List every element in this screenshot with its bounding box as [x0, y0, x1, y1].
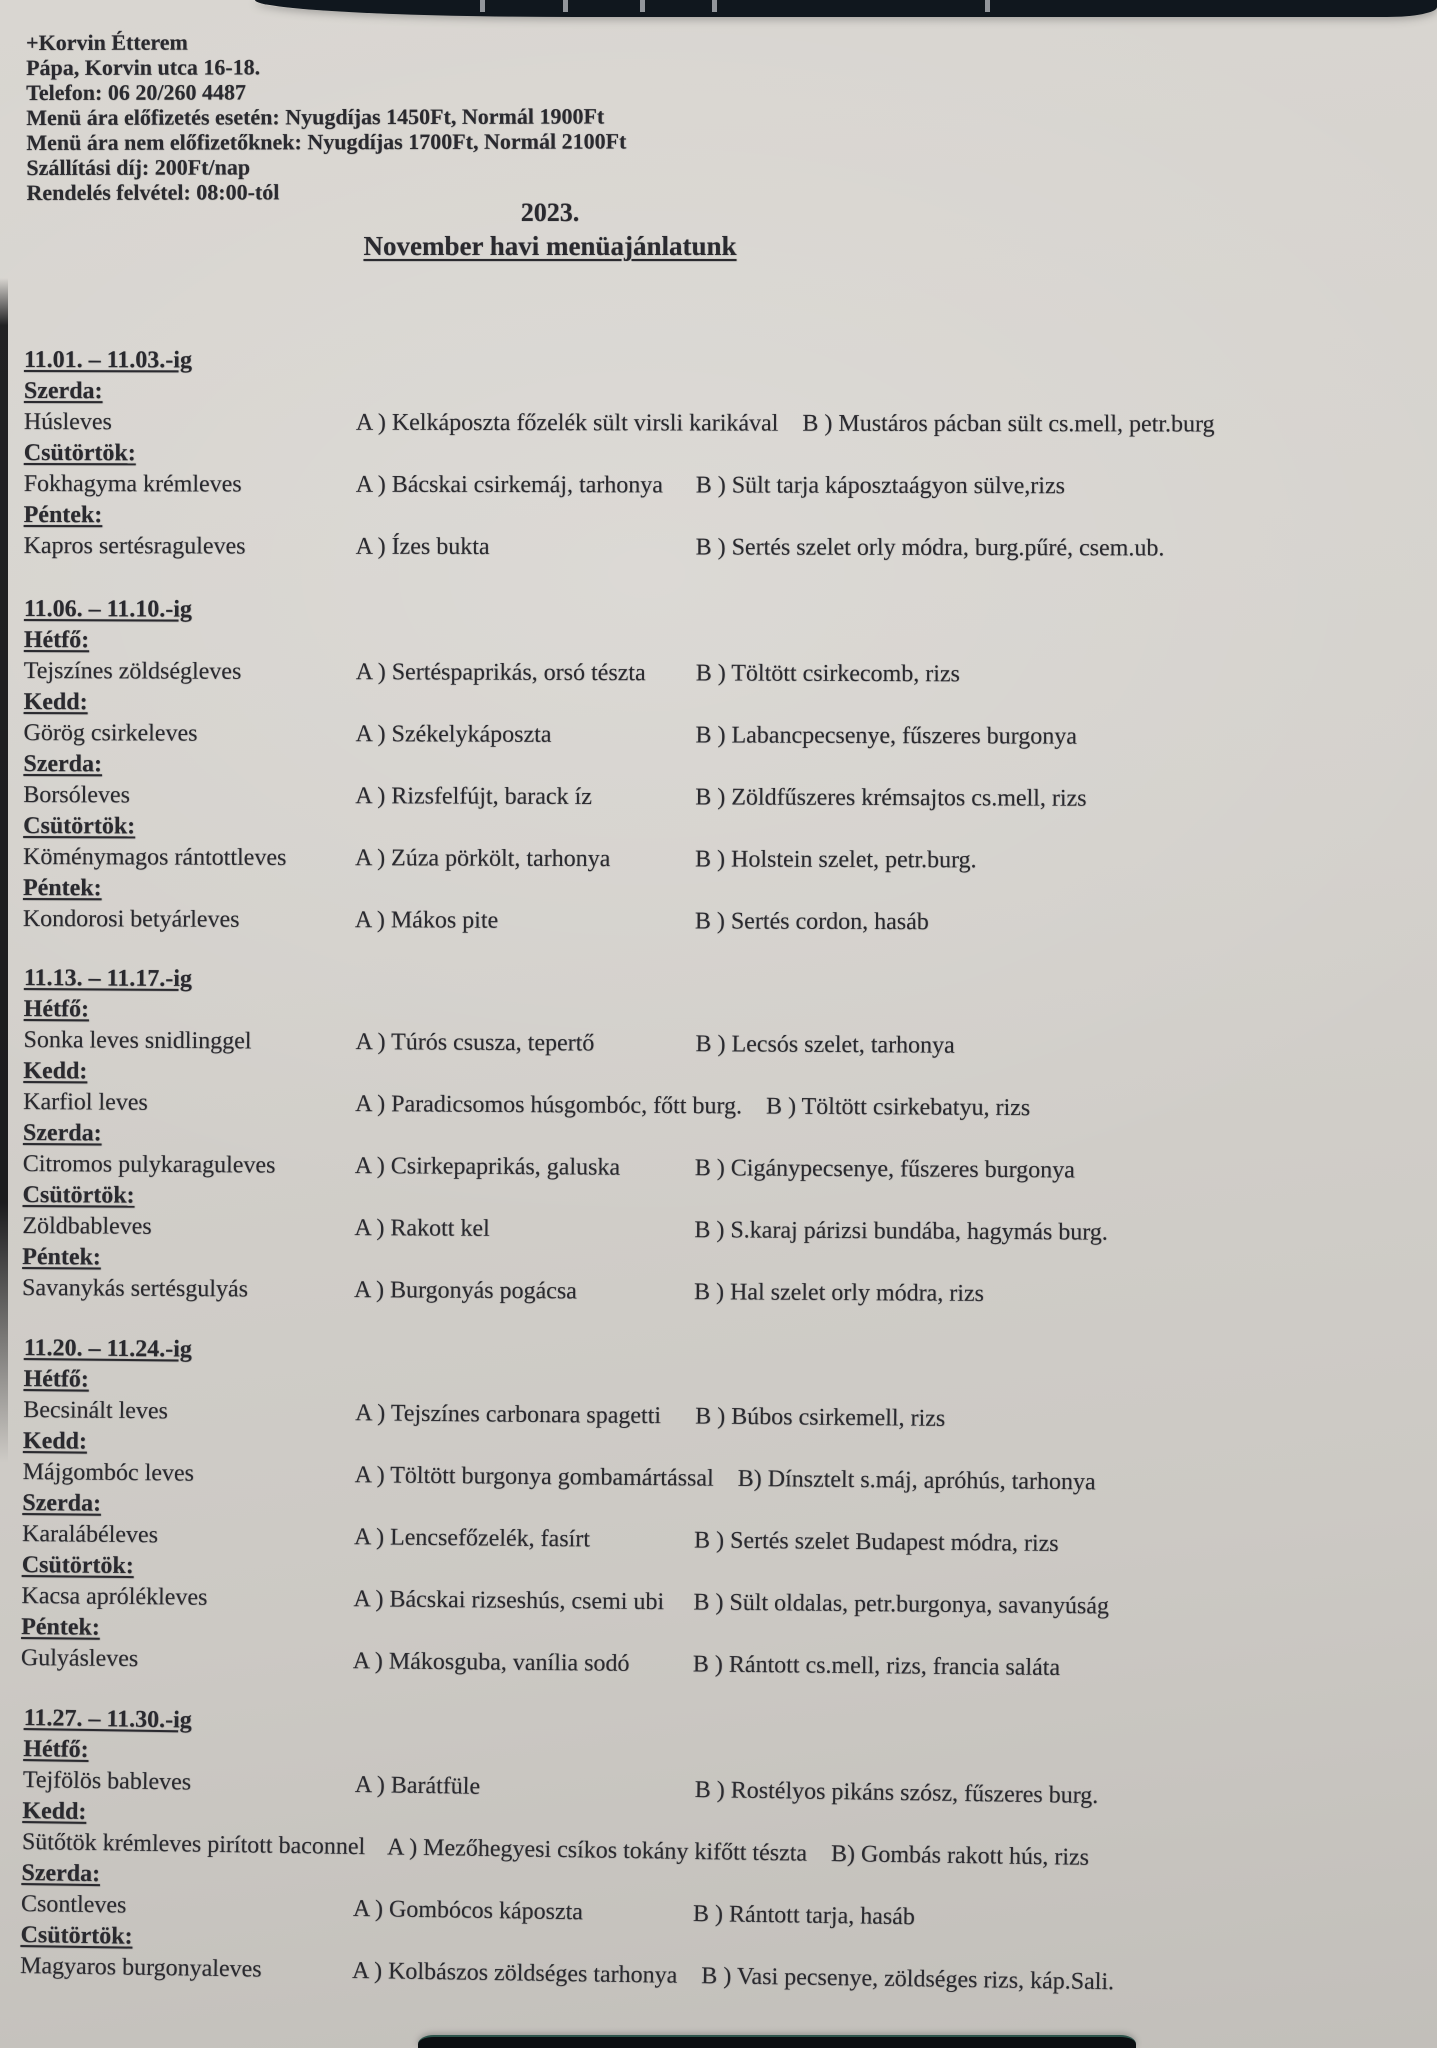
- price-subscriber-line: Menü ára előfizetés esetén: Nyugdíjas 1450Ft, Normál 1900Ft: [26, 103, 605, 130]
- option-a-cell: A ) Mezőhegyesi csíkos tokány kifőtt tészta: [386, 1834, 808, 1867]
- soup-cell: Sonka leves snidlinggel: [23, 1026, 252, 1055]
- option-a-cell: A ) Kolbászos zöldséges tarhonya: [351, 1957, 678, 1989]
- week-block-2: [23, 594, 1431, 940]
- top-edge-highlight: [712, 0, 717, 12]
- option-a-cell: A ) Bácskai rizseshús, csemi ubi: [353, 1586, 665, 1616]
- soup-cell: Magyaros burgonyaleves: [19, 1952, 262, 1983]
- option-b-cell: B ) Töltött csirkebatyu, rizs: [765, 1093, 1031, 1122]
- menu-year: 2023.: [520, 198, 580, 227]
- top-edge-highlight: [563, 0, 568, 12]
- top-edge-highlight: [480, 0, 485, 12]
- day-heading: Kedd:: [22, 1427, 88, 1455]
- soup-cell: Sütőtök krémleves pirított baconnel: [21, 1828, 366, 1861]
- delivery-fee-line: Szállítási díj: 200Ft/nap: [26, 154, 251, 180]
- day-heading: Csütörtök:: [23, 812, 136, 840]
- option-b-cell: B ) Mustáros pácban sült cs.mell, petr.burg: [802, 410, 1215, 438]
- option-b-cell: B ) Rántott cs.mell, rizs, francia saláta: [692, 1651, 1061, 1681]
- day-heading: Péntek:: [22, 1243, 101, 1271]
- photo-bottom-edge: [418, 2035, 1136, 2048]
- restaurant-name: +Korvin Étterem: [26, 29, 188, 55]
- option-b-cell: B ) Búbos csirkemell, rizs: [695, 1403, 946, 1432]
- day-heading: Szerda:: [23, 750, 103, 778]
- photo-left-edge: [0, 278, 8, 1463]
- menu-row: [23, 780, 1430, 816]
- day-heading: Kedd:: [23, 1057, 88, 1085]
- menu-row: [24, 656, 1431, 692]
- phone-line: Telefon: 06 20/260 4487: [26, 79, 246, 105]
- soup-cell: Kapros sertésraguleves: [23, 532, 246, 560]
- option-b-cell: B ) Sült tarja káposztaágyon sülve,rizs: [695, 472, 1065, 500]
- week-range-heading: 11.01. – 11.03.-ig: [23, 347, 193, 374]
- soup-cell: Csontleves: [20, 1890, 127, 1919]
- option-a-cell: A ) Burgonyás pogácsa: [353, 1277, 577, 1305]
- week-range-heading: 11.27. – 11.30.-ig: [23, 1704, 192, 1734]
- top-edge-highlight: [640, 0, 645, 12]
- soup-cell: Kacsa aprólékleves: [21, 1582, 208, 1611]
- day-heading: Péntek:: [21, 1613, 100, 1641]
- price-nonsubscriber-line: Menü ára nem előfizetőknek: Nyugdíjas 1700Ft, Normál 2100Ft: [26, 128, 627, 155]
- option-a-cell: A ) Rakott kel: [354, 1215, 490, 1242]
- soup-cell: Borsóleves: [23, 781, 130, 809]
- menu-row: [23, 718, 1430, 754]
- week-block-4: [21, 1333, 1431, 1687]
- day-heading: Szerda:: [22, 1489, 102, 1517]
- soup-cell: Savanykás sertésgulyás: [21, 1274, 249, 1303]
- option-a-cell: A ) Gombócos káposzta: [352, 1895, 584, 1926]
- option-a-cell: A ) Mákosguba, vanília sodó: [352, 1648, 630, 1677]
- option-a-cell: A ) Székelykáposzta: [355, 721, 552, 748]
- week-block-3: [22, 963, 1431, 1313]
- option-a-cell: A ) Csirkepaprikás, galuska: [354, 1153, 621, 1181]
- option-a-cell: A ) Töltött burgonya gombamártással: [354, 1462, 714, 1492]
- option-b-cell: B ) Sertés szelet Budapest módra, rizs: [693, 1527, 1059, 1557]
- option-a-cell: A ) Paradicsomos húsgombóc, főtt burg.: [355, 1091, 743, 1120]
- menu-row: [24, 407, 1431, 441]
- soup-cell: Gulyásleves: [20, 1644, 139, 1673]
- option-b-cell: B ) Labancpecsenye, fűszeres burgonya: [695, 722, 1077, 750]
- option-b-cell: B ) Cigánypecsenye, fűszeres burgonya: [694, 1155, 1075, 1184]
- option-a-cell: A ) Zúza pörkölt, tarhonya: [355, 845, 611, 873]
- photo-top-edge: [255, 0, 1437, 17]
- soup-cell: Tejszínes zöldségleves: [23, 657, 242, 685]
- option-b-cell: B ) Holstein szelet, petr.burg.: [695, 846, 977, 874]
- soup-cell: Becsinált leves: [23, 1396, 169, 1425]
- day-heading: Szerda:: [22, 1119, 102, 1147]
- option-a-cell: A ) Mákos pite: [354, 907, 499, 934]
- option-a-cell: A ) Sertéspaprikás, orsó tészta: [355, 659, 646, 687]
- soup-cell: Citromos pulykaraguleves: [22, 1150, 276, 1179]
- option-a-cell: A ) Bácskai csirkemáj, tarhonya: [355, 471, 663, 499]
- option-b-cell: B ) Hal szelet orly módra, rizs: [693, 1279, 984, 1307]
- day-heading: Péntek:: [23, 501, 103, 529]
- menu-row: [24, 531, 1431, 565]
- option-b-cell: B ) Lecsós szelet, tarhonya: [695, 1031, 955, 1059]
- order-time-line: Rendelés felvétel: 08:00-tól: [26, 179, 280, 205]
- day-heading: Szerda:: [21, 1859, 101, 1888]
- day-heading: Hétfő:: [23, 995, 90, 1023]
- option-a-cell: A ) Lencsefőzelék, fasírt: [353, 1524, 591, 1553]
- day-heading: Csütörtök:: [20, 1921, 133, 1950]
- week-range-heading: 11.13. – 11.17.-ig: [23, 964, 193, 993]
- menu-row: [23, 904, 1430, 940]
- option-b-cell: B ) Sertés szelet orly módra, burg.pűré, csem.ub.: [695, 534, 1165, 562]
- letterhead: [26, 28, 627, 205]
- day-heading: Csütörtök:: [21, 1551, 134, 1580]
- option-a-cell: A ) Tejszínes carbonara spagetti: [355, 1400, 662, 1430]
- day-heading: Kedd:: [22, 1797, 87, 1825]
- option-b-cell: B ) Töltött csirkecomb, rizs: [695, 660, 960, 688]
- option-a-cell: A ) Ízes bukta: [355, 533, 490, 560]
- soup-cell: Húsleves: [23, 408, 112, 436]
- option-b-cell: B ) Sertés cordon, hasáb: [694, 908, 929, 936]
- option-b-cell: B ) Sült oldalas, petr.burgonya, savanyúság: [693, 1589, 1110, 1620]
- soup-cell: Karalábéleves: [21, 1520, 159, 1549]
- option-b-cell: B ) Rántott tarja, hasáb: [692, 1900, 916, 1931]
- day-heading: Szerda:: [23, 377, 103, 405]
- day-heading: Hétfő:: [23, 1365, 89, 1393]
- menu-row: [24, 469, 1431, 503]
- day-heading: Péntek:: [22, 874, 102, 902]
- option-b-cell: B ) S.karaj párizsi bundába, hagymás burg.: [694, 1217, 1108, 1246]
- soup-cell: Karfiol leves: [23, 1088, 148, 1116]
- day-heading: Csütörtök:: [22, 1181, 135, 1209]
- week-range-heading: 11.06. – 11.10.-ig: [23, 596, 193, 623]
- option-b-cell: B ) Zöldfűszeres krémsajtos cs.mell, rizs: [695, 784, 1087, 812]
- day-heading: Hétfő:: [23, 1735, 89, 1763]
- soup-cell: Tejfölös bableves: [22, 1766, 192, 1796]
- top-edge-highlight: [985, 0, 990, 12]
- option-b-cell: B ) Rostélyos pikáns szósz, fűszeres burg.: [694, 1776, 1099, 1809]
- week-block-5: [20, 1703, 1431, 2003]
- soup-cell: Kondorosi betyárleves: [22, 905, 240, 933]
- option-a-cell: A ) Túrós csusza, tepertő: [355, 1029, 595, 1057]
- day-heading: Hétfő:: [23, 626, 90, 654]
- option-b-cell: B) Gombás rakott hús, rizs: [830, 1840, 1090, 1871]
- day-heading: Kedd:: [23, 688, 88, 716]
- option-a-cell: A ) Rizsfelfújt, barack íz: [355, 783, 592, 810]
- soup-cell: Fokhagyma krémleves: [23, 470, 242, 498]
- soup-cell: Köménymagos rántottleves: [23, 843, 287, 871]
- menu-title: November havi menüajánlatunk: [363, 231, 737, 261]
- soup-cell: Májgombóc leves: [22, 1458, 195, 1487]
- option-b-cell: B) Dínsztelt s.máj, apróhús, tarhonya: [737, 1465, 1096, 1496]
- page-title: [0, 197, 1100, 263]
- option-a-cell: A ) Kelkáposzta főzelék sült virsli karikával: [355, 409, 779, 437]
- week-range-heading: 11.20. – 11.24.-ig: [23, 1334, 192, 1363]
- soup-cell: Görög csirkeleves: [23, 719, 198, 747]
- option-b-cell: B ) Vasi pecsenye, zöldséges rizs, káp.Sali.: [701, 1963, 1115, 1996]
- soup-cell: Zöldbableves: [22, 1212, 152, 1240]
- day-heading: Csütörtök:: [23, 439, 136, 467]
- address-line: Pápa, Korvin utca 16-18.: [26, 54, 261, 80]
- menu-row: [23, 842, 1430, 878]
- week-block-1: [24, 345, 1431, 565]
- option-a-cell: A ) Barátfüle: [354, 1771, 481, 1800]
